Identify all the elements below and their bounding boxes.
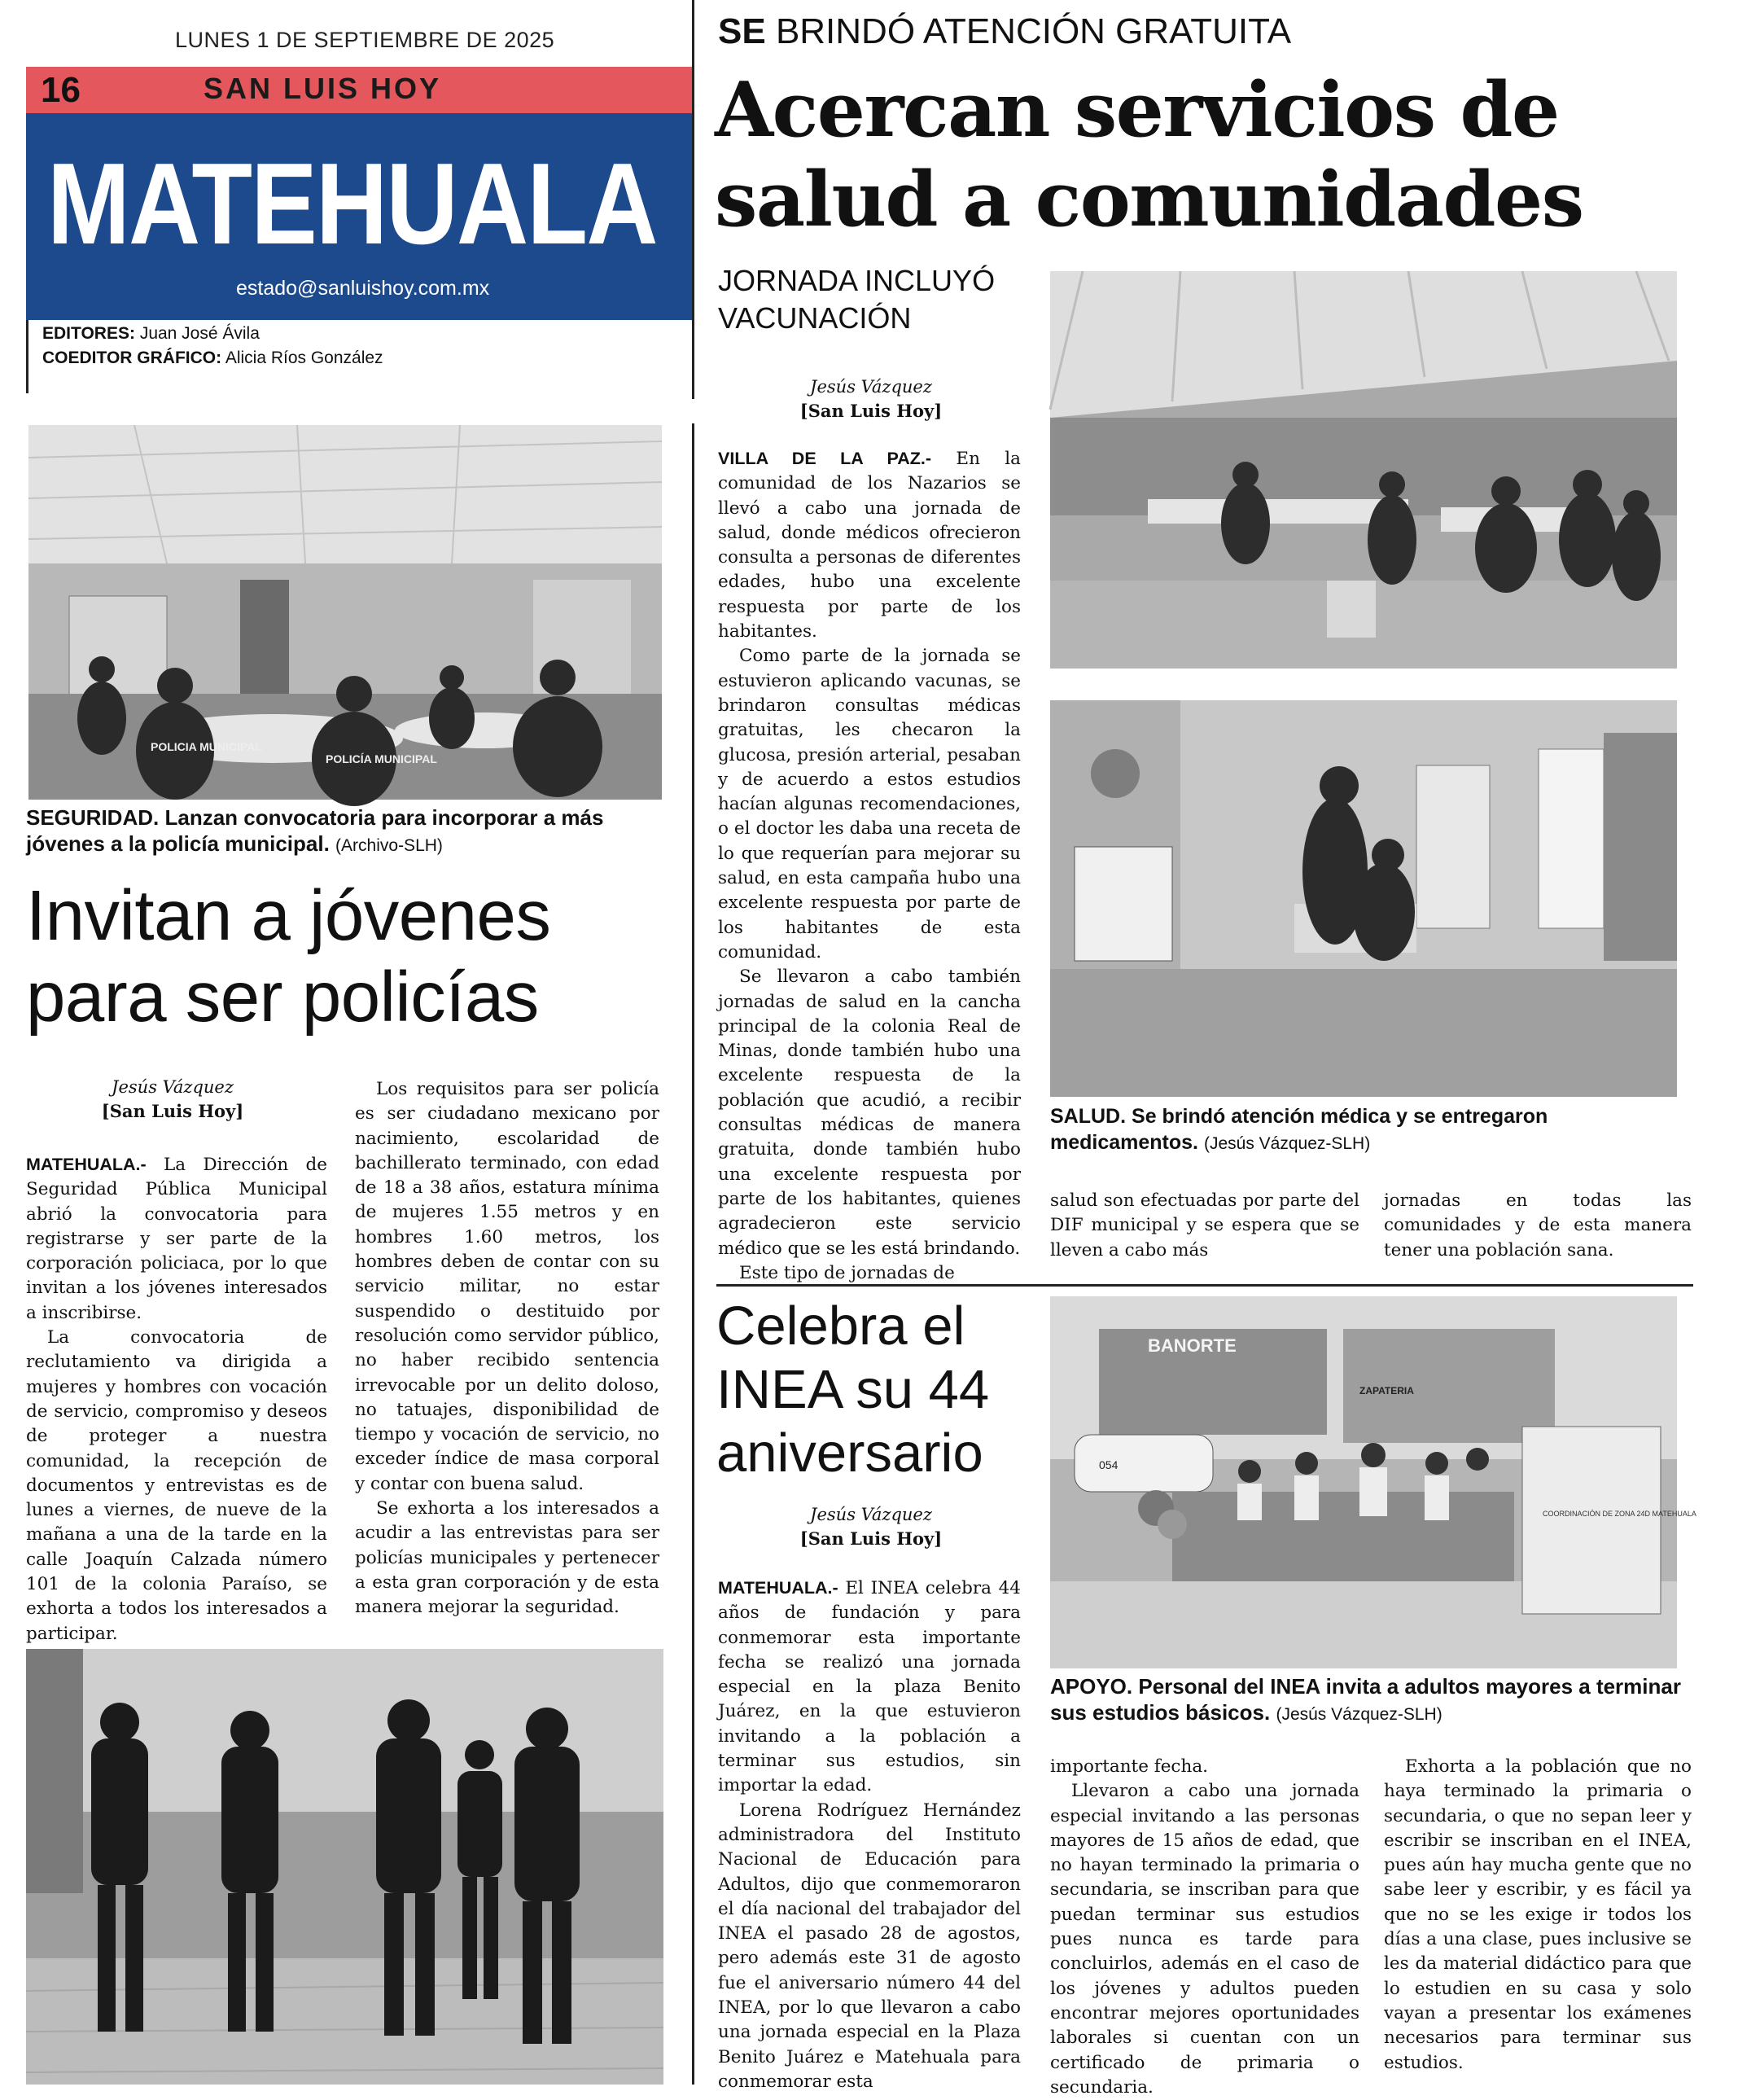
health-caption-label: SALUD. <box>1050 1105 1127 1128</box>
inea-p2: Lorena Rodríguez Hernández administradora del Instituto Nacional de Educación para Adultos, dijo que conmemoraron el día nacional del trabajador del INEA el pasado 28 de agostos, pero además este 31 de agosto fue el aniversario número 44 del INEA, por lo que llevaron a cabo una jornada especial en la Plaza Benito Juárez e Matehuala para conmemorar esta <box>718 1800 1021 2092</box>
police-byline-name: Jesús Vázquez <box>112 1077 234 1097</box>
health-column-2 <box>1050 1189 1359 1263</box>
photo-police-officers <box>26 1649 663 2085</box>
health-headline-line2: salud a comunidades <box>715 155 1583 243</box>
health-p4-mid: salud son efectuadas por parte del DIF municipal y se espera que se lleven a cabo más <box>1050 1190 1359 1260</box>
graphic-editor-name: Alicia Ríos González <box>225 349 383 367</box>
health-subhead-line2: VACUNACIÓN <box>718 301 912 335</box>
police-headline-line2: para ser policías <box>26 958 539 1037</box>
health-section-rule <box>716 1284 1693 1287</box>
masthead-date: LUNES 1 DE SEPTIEMBRE DE 2025 <box>175 28 555 52</box>
police-dateline: MATEHUALA.- <box>26 1155 147 1174</box>
health-byline-name: Jesús Vázquez <box>810 377 932 397</box>
police-caption-credit: (Archivo-SLH) <box>335 836 443 855</box>
photo-police-text-left: POLICIA MUNICIPAL <box>151 740 262 753</box>
inea-p4: Exhorta a la población que no haya terminado la primaria o secundaria, o que no sepan leer y escribir se inscriban en el INEA, pues aún hay mucha gente que no sabe leer y escribir, y es fácil ya que no se les exige ir todos los días a una clase, pues inclusive se les da material didáctico para que lo estudien en su casa y solo vayan a presentar los exámenes necesarios para terminar sus estudios. <box>1384 1756 1692 2073</box>
column-divider-main-lower <box>692 423 694 2085</box>
health-kicker-rest: BRINDÓ ATENCIÓN GRATUITA <box>775 11 1292 51</box>
inea-dateline: MATEHUALA.- <box>718 1578 838 1598</box>
police-column-2 <box>355 1077 659 1620</box>
editors-name: Juan José Ávila <box>139 324 260 343</box>
health-headline <box>715 65 1732 244</box>
inea-caption-label: APOYO. <box>1050 1674 1133 1699</box>
inea-p2-cont: importante fecha. <box>1050 1756 1208 1777</box>
police-col1-p2: La convocatoria de reclutamiento va dirigida a mujeres y hombres con vocación de servicio, compromiso y deseos de proteger a nuestra comunidad, la recepción de documentos y entrevistas es de lunes a viernes, de nueve de la mañana a una de la tarde en la calle Joaquín Calzada número 101 de la colonia Paraíso, se exhorta a todos los interesados a participar. <box>26 1327 327 1644</box>
inea-column-3 <box>1384 1755 1692 2076</box>
photo-health-kitchen <box>1050 700 1677 1097</box>
photo-health-tent <box>1050 271 1677 669</box>
inea-column-1 <box>718 1576 1021 2094</box>
health-kicker-bold: SE <box>718 11 766 51</box>
graphic-editor-label: COEDITOR GRÁFICO: <box>42 349 222 367</box>
editors-label: EDITORES: <box>42 324 135 343</box>
health-subhead <box>718 262 995 337</box>
inea-headline-line3: aniversario <box>716 1423 983 1484</box>
police-col2-p1: Los requisitos para ser policía es ser ciudadano mexicano por nacimiento, escolaridad de bachillerato terminado, con edad de 18 a 38 años, estatura mínima de mujeres 1.55 metros y en hombres 1.60 metros, los hombres deben de contar con su servicio militar, no estar suspendido o destituido por resolución como servidor público, no haber recibido sentencia irrevocable por un delito doloso, no tatuajes, disponibilidad de tiempo y vocación de servicio, no exceder índice de masa corporal y contar con buena salud. <box>355 1079 659 1494</box>
inea-p3: Llevaron a cabo una jornada especial invitando a las personas mayores de 15 años de edad, que no hayan terminado la primaria o secundaria, se inscriban para que puedan terminar sus estudios pues nunca es tarde para concluirlos, además en el caso de los jóvenes y adultos pueden encontrar mejores oportunidades laborales si cuentan con un certificado de primaria o secundaria. <box>1050 1781 1359 2098</box>
health-p4-start: Este tipo de jornadas de <box>739 1262 955 1283</box>
police-photo-caption <box>26 804 669 859</box>
inea-headline <box>716 1295 1042 1485</box>
health-column-3 <box>1384 1189 1692 1263</box>
police-column-1 <box>26 1152 327 1646</box>
inea-byline-name: Jesús Vázquez <box>810 1505 932 1524</box>
photo-inea-sign-bank: BANORTE <box>1148 1335 1237 1356</box>
photo-police-meeting <box>28 425 662 800</box>
paper-name: SAN LUIS HOY <box>204 72 442 105</box>
photo-inea-car-number: 054 <box>1099 1458 1119 1471</box>
graphic-editor-line <box>42 349 383 368</box>
section-email: estado@sanluishoy.com.mx <box>236 277 490 300</box>
health-byline <box>716 375 1026 423</box>
police-byline-org: [San Luis Hoy] <box>101 1101 244 1121</box>
health-subhead-line1: JORNADA INCLUYÓ <box>718 264 996 297</box>
police-caption-text: Lanzan convocatoria para incorporar a más jóvenes a la policía municipal. <box>26 805 604 856</box>
health-column-1 <box>718 446 1021 1286</box>
inea-caption-credit: (Jesús Vázquez-SLH) <box>1276 1705 1442 1724</box>
inea-photo-caption <box>1050 1673 1693 1728</box>
photo-inea-event <box>1050 1296 1696 1668</box>
inea-headline-line2: INEA su 44 <box>716 1359 990 1420</box>
health-dateline: VILLA DE LA PAZ.- <box>718 449 932 468</box>
police-headline-line1: Invitan a jóvenes <box>26 876 551 955</box>
health-p1: En la comunidad de los Nazarios se llevó a cabo una jornada de salud, donde médicos ofrecieron consulta a personas de diferentes edades, hubo una excelente respuesta por parte de los habitantes. <box>718 449 1021 642</box>
health-headline-line1: Acercan servicios de <box>715 65 1559 154</box>
health-p4-end: jornadas en todas las comunidades y de esta manera tener una población sana. <box>1384 1190 1692 1260</box>
photo-inea-sign-shop: ZAPATERIA <box>1359 1385 1414 1396</box>
page-number: 16 <box>41 70 81 110</box>
inea-headline-line1: Celebra el <box>716 1296 965 1357</box>
health-p2: Como parte de la jornada se estuvieron aplicando vacunas, se brindaron consultas médicas gratuitas, les checaron la glucosa, presión arterial, pesaban y de acuerdo a estos estudios hacían algunas recomendaciones, o el doctor les daba una receta de lo que requerían para mejorar su salud, en esta campaña hubo una excelente respuesta por parte de los habitantes de esta comunidad. <box>718 646 1021 962</box>
health-caption-credit: (Jesús Vázquez-SLH) <box>1203 1134 1371 1153</box>
inea-byline <box>716 1502 1026 1551</box>
photo-inea-banner: COORDINACIÓN DE ZONA 24D MATEHUALA <box>1543 1510 1696 1518</box>
inea-p1: El INEA celebra 44 años de fundación y para conmemorar esta importante fecha se realizó una jornada especial en la plaza Benito Juárez, en la que estuvieron invitando a la población a terminar sus estudios, sin importar la edad. <box>718 1578 1021 1796</box>
inea-caption-text: Personal del INEA invita a adultos mayores a terminar sus estudios básicos. <box>1050 1674 1681 1725</box>
column-divider-main <box>692 0 694 399</box>
health-kicker <box>718 11 1291 52</box>
masthead-left-rule <box>26 320 28 393</box>
health-caption-text: Se brindó atención médica y se entregaron medicamentos. <box>1050 1105 1548 1154</box>
police-caption-label: SEGURIDAD. <box>26 805 160 830</box>
photo-police-text-right: POLICÍA MUNICIPAL <box>326 752 437 765</box>
editors-line <box>42 324 260 344</box>
police-byline <box>26 1075 319 1124</box>
health-photo-caption <box>1050 1103 1693 1157</box>
police-col2-p2: Se exhorta a los interesados a acudir a las entrevistas para ser policías municipales y pertenecer a esta gran corporación y de esta manera mejorar la seguridad. <box>355 1498 659 1618</box>
inea-column-2 <box>1050 1755 1359 2100</box>
inea-byline-org: [San Luis Hoy] <box>799 1528 943 1549</box>
section-title: MATEHUALA <box>47 139 657 269</box>
police-headline <box>26 875 685 1038</box>
police-col1-p1: La Dirección de Seguridad Pública Municipal abrió la convocatoria para registrarse y ser parte de la corporación policiaca, por lo que invitan a los jóvenes interesados a inscribirse. <box>26 1155 327 1323</box>
health-p3: Se llevaron a cabo también jornadas de salud en la cancha principal de la colonia Real de Minas, donde también hubo una excelente respuesta de la población que acudió, a recibir consultas médicas de manera gratuita, donde también hubo una excelente respuesta por parte de los habitantes, quienes agradecieron este servicio médico que se les está brindando. <box>718 967 1021 1259</box>
health-byline-org: [San Luis Hoy] <box>799 401 943 421</box>
